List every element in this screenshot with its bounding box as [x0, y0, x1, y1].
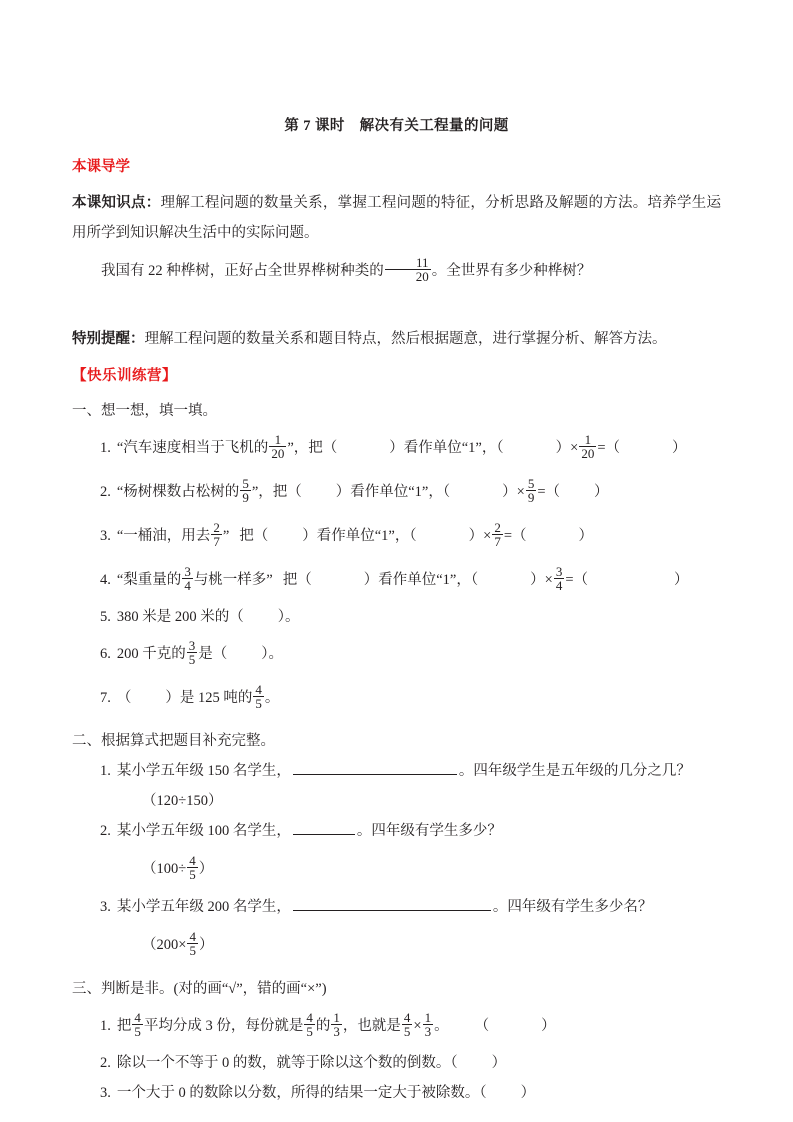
fraction-denominator: 20: [271, 446, 285, 462]
fraction: [402, 1011, 413, 1039]
text-run: ×: [413, 1018, 422, 1035]
text-run: “梨重量的: [116, 572, 182, 589]
fraction: [492, 521, 503, 549]
text-run: ）是 125 吨的: [165, 690, 253, 707]
item-number: 4.: [100, 572, 111, 589]
fraction: [423, 1011, 434, 1039]
fraction-numerator: 2: [213, 519, 220, 535]
fraction: [331, 1011, 342, 1039]
text-run: ）: [198, 937, 214, 954]
tip-text: 理解工程问题的数量关系和题目特点，然后根据题意，进行掌握分析、解答方法。: [144, 330, 667, 347]
fraction-numerator: 4: [189, 852, 196, 868]
text-run: 把（: [282, 572, 312, 589]
guide-heading: 本课导学: [72, 159, 130, 176]
exercise-item: [72, 1048, 721, 1078]
tip-label: 特别提醒：: [72, 330, 145, 347]
text-run: ）: [672, 440, 687, 457]
fraction-numerator: 3: [555, 563, 563, 579]
fraction-denominator: 3: [424, 1024, 432, 1040]
fraction-numerator: 4: [255, 681, 262, 697]
item-number: 2.: [100, 484, 111, 501]
text-run: （120÷150）: [142, 793, 223, 810]
fraction-denominator: 5: [189, 867, 196, 883]
exercise-item: [72, 816, 721, 846]
text-run: 某小学五年级 100 名学生，: [116, 823, 291, 840]
exercise-item: [72, 756, 721, 786]
exercise-item: [72, 426, 721, 470]
text-run: 某小学五年级 200 名学生，: [116, 899, 291, 916]
text-run: ）: [594, 484, 609, 501]
text-run: 平均分成 3 份，每份就是: [143, 1018, 304, 1035]
text-run: ）看作单位“1”，（: [335, 484, 451, 501]
text-run: 的: [315, 1018, 331, 1035]
item-number: 1.: [100, 1018, 111, 1035]
text-run: ）: [198, 861, 214, 878]
text-run: ）。: [261, 646, 283, 663]
exercise-item: [72, 602, 721, 632]
text-run: 。四年级有学生多少名？: [492, 899, 653, 916]
text-run: ）: [491, 1055, 507, 1072]
practice-sections: [72, 396, 721, 1108]
text-run: 。四年级学生是五年级的几分之几？: [458, 763, 691, 780]
exercise-item: [72, 470, 721, 514]
fraction-denominator: 5: [306, 1024, 313, 1040]
example-tail: 。全世界有多少种桦树？: [431, 262, 592, 279]
fraction-numerator: 4: [403, 1009, 411, 1025]
fraction-denominator: 7: [494, 534, 501, 550]
fraction-numerator: 1: [333, 1009, 340, 1025]
knowledge-point-label: 本课知识点：: [72, 194, 161, 211]
fraction: [554, 565, 565, 593]
tip-paragraph: [72, 324, 721, 354]
item-number: 1.: [100, 763, 111, 780]
fraction-denominator: 20: [581, 446, 595, 462]
example-problem: [72, 256, 721, 286]
fraction: [182, 565, 193, 593]
fraction-numerator: 1: [269, 433, 286, 448]
text-run: ）: [520, 1085, 536, 1102]
text-run: “汽车速度相当于飞机的: [116, 440, 269, 457]
knowledge-point-text: 理解工程问题的数量关系，掌握工程问题的特征，分析思路及解题的方法。培养学生运用所学到知识解决生活中的实际问题。: [72, 194, 722, 241]
text-run: “一桶油，用去: [116, 528, 211, 545]
item-number: 2.: [100, 1055, 111, 1072]
practice-heading: 【快乐训练营】: [72, 367, 177, 384]
text-run: ）×: [468, 528, 492, 545]
item-expression: [72, 846, 721, 892]
fraction-numerator: 3: [188, 637, 196, 653]
text-run: ）。: [277, 609, 300, 626]
exercise-item: [72, 514, 721, 558]
fraction-denominator: 5: [189, 943, 196, 959]
text-run: =（: [503, 528, 527, 545]
text-run: =（: [537, 484, 560, 501]
fraction-numerator: 11: [385, 256, 431, 271]
item-number: 3.: [100, 1085, 111, 1102]
text-run: 。: [434, 1018, 449, 1035]
fraction: [304, 1011, 315, 1039]
text-run: ）看作单位“1”，（: [363, 572, 479, 589]
fraction: [240, 477, 251, 505]
fraction-denominator: 9: [527, 490, 535, 506]
fraction: [187, 930, 198, 958]
fraction-denominator: 4: [555, 578, 563, 594]
text-run: ，也就是: [342, 1018, 401, 1035]
text-run: ”: [222, 528, 230, 545]
fraction: [132, 1011, 143, 1039]
fraction-numerator: 2: [494, 519, 501, 535]
fraction-denominator: 9: [242, 490, 249, 506]
text-run: 200 千克的: [116, 646, 186, 663]
text-run: ）看作单位“1”，（: [389, 440, 504, 457]
item-number: 1.: [100, 440, 111, 457]
text-run: 某小学五年级 150 名学生，: [116, 763, 291, 780]
text-run: ）×: [530, 572, 553, 589]
knowledge-point-paragraph: [72, 188, 721, 248]
exercise-item: [72, 676, 721, 720]
item-number: 5.: [100, 609, 111, 626]
fraction-numerator: 3: [184, 563, 191, 579]
text-run: ”，把（: [251, 484, 302, 501]
fraction: [269, 433, 286, 461]
text-run: 380 米是 200 米的（: [116, 609, 244, 626]
exercise-item: [72, 1004, 721, 1048]
section-heading-section-two: 二、根据算式把题目补充完整。: [72, 733, 275, 750]
text-run: ）: [674, 572, 689, 589]
fraction-denominator: 5: [403, 1024, 411, 1040]
fraction: [579, 433, 596, 461]
item-number: 3.: [100, 528, 111, 545]
text-run: （: [474, 1018, 490, 1035]
exercise-item: [72, 632, 721, 676]
text-run: ）: [541, 1018, 556, 1035]
fraction-numerator: 1: [424, 1009, 432, 1025]
fraction-denominator: 7: [213, 534, 220, 550]
fraction-numerator: 5: [242, 475, 249, 491]
text-run: =（: [597, 440, 620, 457]
fraction: [253, 683, 264, 711]
exercise-item: [72, 892, 721, 922]
text-run: 把: [116, 1018, 132, 1035]
text-run: “杨树棵数占松树的: [116, 484, 240, 501]
item-number: 2.: [100, 823, 111, 840]
example-fraction: [385, 256, 431, 284]
text-run: 一个大于 0 的数除以分数，所得的结果一定大于被除数。（: [116, 1085, 487, 1102]
answer-blank-line[interactable]: [293, 760, 457, 775]
text-run: ”，把（: [287, 440, 338, 457]
text-run: 把（: [239, 528, 269, 545]
fraction-numerator: 5: [527, 475, 535, 491]
fraction: [187, 854, 198, 882]
text-run: =（: [565, 572, 588, 589]
text-run: 是（: [198, 646, 228, 663]
text-run: （200×: [142, 937, 187, 954]
answer-blank-line[interactable]: [293, 820, 355, 835]
answer-blank-line[interactable]: [293, 896, 491, 911]
text-run: 。: [264, 690, 280, 707]
fraction-numerator: 4: [189, 928, 196, 944]
text-run: ）: [578, 528, 593, 545]
fraction-denominator: 20: [415, 269, 429, 285]
text-run: （: [116, 690, 132, 707]
text-run: 除以一个不等于 0 的数，就等于除以这个数的倒数。（: [116, 1055, 458, 1072]
exercise-item: [72, 1078, 721, 1108]
fraction-denominator: 5: [188, 652, 196, 668]
item-number: 7.: [100, 690, 111, 707]
section-heading-section-one: 一、想一想，填一填。: [72, 403, 217, 420]
fraction: [211, 521, 222, 549]
fraction: [526, 477, 537, 505]
fraction: [187, 639, 198, 667]
item-expression: [72, 786, 721, 816]
fraction-numerator: 4: [134, 1009, 141, 1025]
text-run: 与桃一样多”: [193, 572, 273, 589]
section-heading-section-three: 三、判断是非。(对的画“√”，错的画“×”): [72, 981, 327, 998]
item-number: 6.: [100, 646, 111, 663]
example-lead: 我国有 22 种桦树，正好占全世界桦树种类的: [101, 262, 384, 279]
fraction-denominator: 5: [134, 1024, 141, 1040]
exercise-item: [72, 558, 721, 602]
text-run: ）×: [502, 484, 525, 501]
item-number: 3.: [100, 899, 111, 916]
fraction-numerator: 4: [306, 1009, 313, 1025]
fraction-denominator: 5: [255, 696, 262, 712]
fraction-denominator: 3: [333, 1024, 340, 1040]
text-run: 。四年级有学生多少？: [356, 823, 502, 840]
text-run: ）×: [555, 440, 579, 457]
fraction-numerator: 1: [579, 433, 596, 448]
text-run: ）看作单位“1”，（: [302, 528, 417, 545]
item-expression: [72, 922, 721, 968]
page-title: 第 7 课时 解决有关工程量的问题: [284, 118, 509, 134]
fraction-denominator: 4: [184, 578, 191, 594]
text-run: （100÷: [142, 861, 187, 878]
